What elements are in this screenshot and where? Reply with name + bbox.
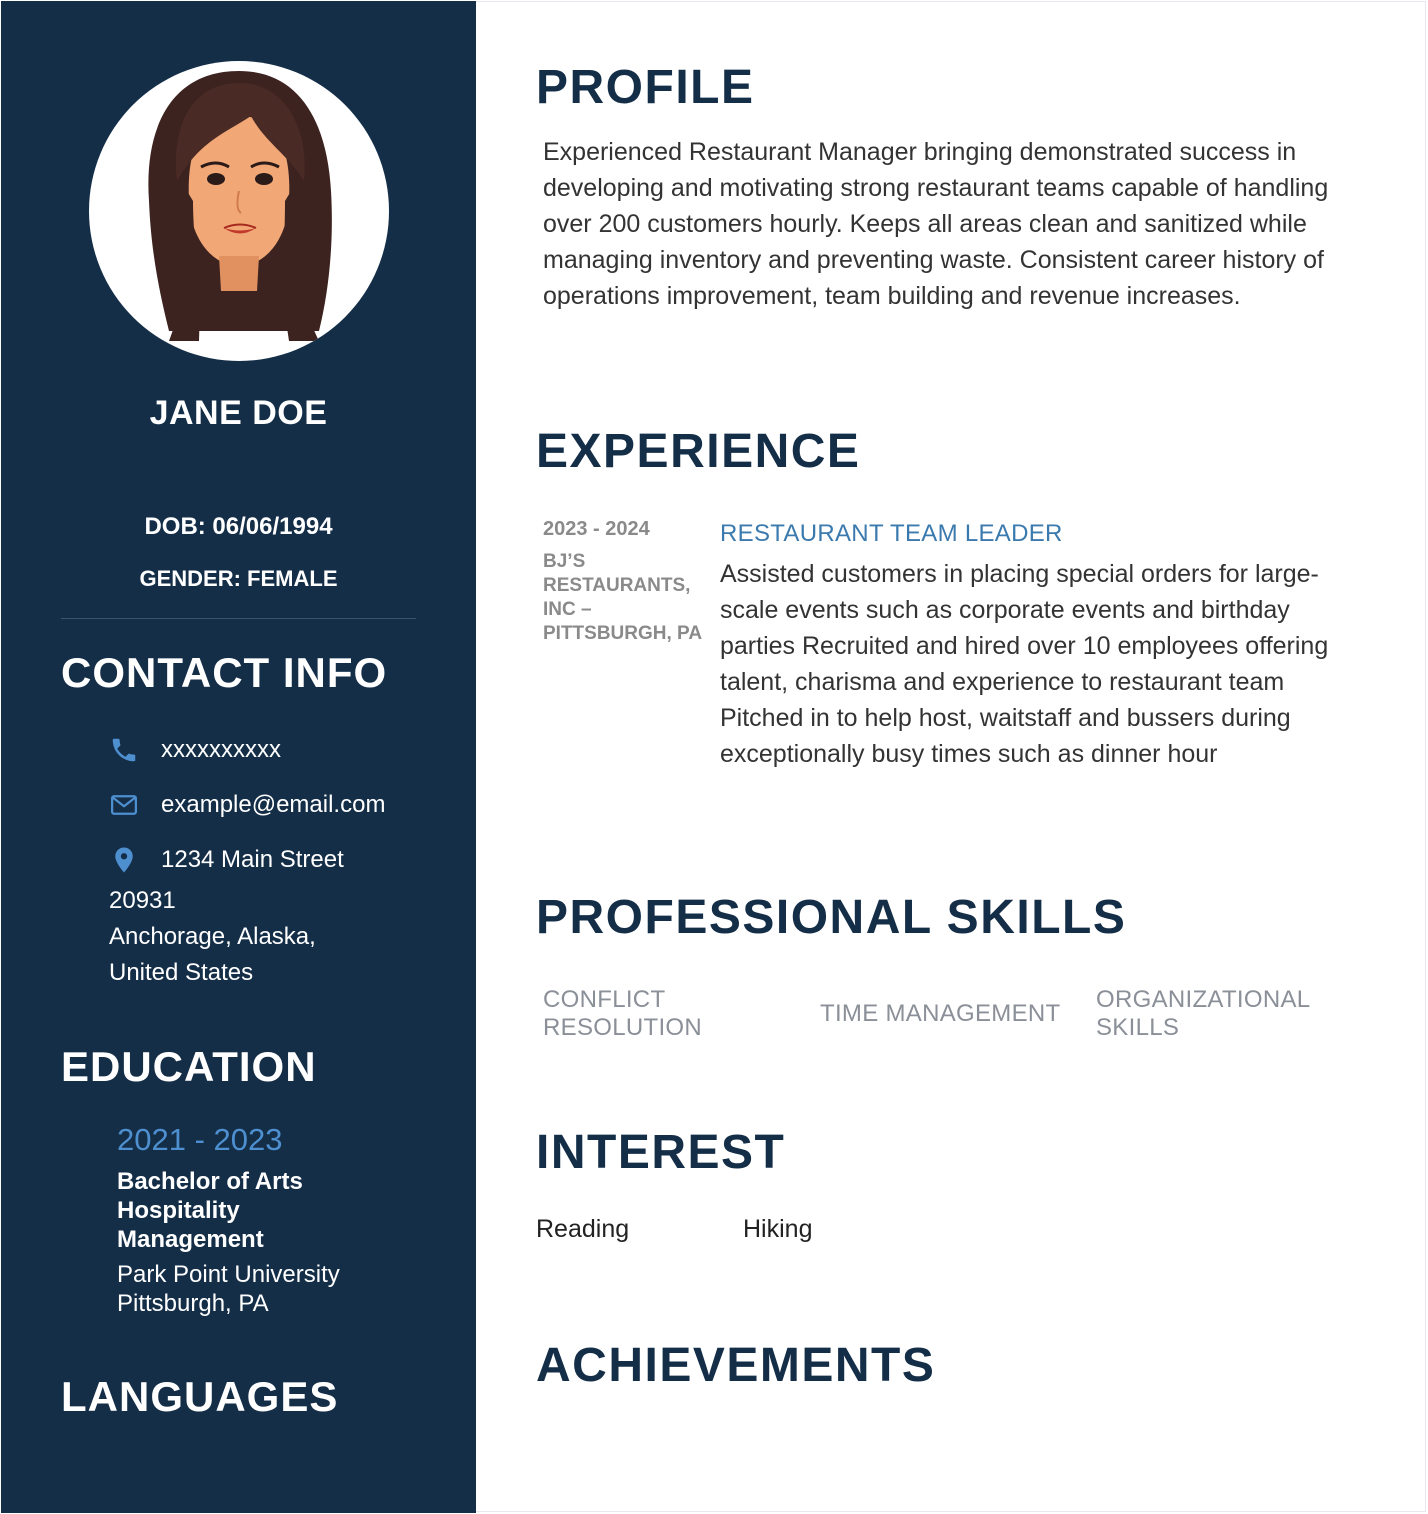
education-degree — [117, 1167, 417, 1254]
interest-heading: INTEREST — [536, 1126, 786, 1179]
profile-heading: PROFILE — [536, 61, 755, 114]
degree-line: Management — [117, 1226, 264, 1253]
phone-icon — [109, 735, 139, 765]
address-details — [109, 883, 316, 991]
job-title: RESTAURANT TEAM LEADER — [720, 520, 1063, 547]
map-pin-icon — [109, 845, 139, 875]
achievements-heading: ACHIEVEMENTS — [536, 1339, 936, 1392]
experience-heading: EXPERIENCE — [536, 425, 861, 478]
school-location: Pittsburgh, PA — [117, 1290, 269, 1317]
degree-line: Hospitality — [117, 1197, 240, 1224]
experience-dates: 2023 - 2024 — [543, 518, 650, 540]
candidate-name: JANE DOE — [149, 394, 328, 432]
profile-summary: Experienced Restaurant Manager bringing demonstrated success in developing and motivating strong restaurant teams capable of handling over 200 customers hourly. Keeps all areas clean and sanitized while managing inventory and preventing waste. Consistent career history of operations improvement, team building and revenue increases. — [543, 138, 1329, 310]
envelope-icon — [109, 790, 139, 820]
education-school — [117, 1260, 340, 1318]
email-row — [109, 790, 385, 820]
experience-company: BJ’S RESTAURANTS, INC – PITTSBURGH, PA — [543, 551, 703, 644]
address-zip: 20931 — [109, 887, 176, 914]
education-heading: EDUCATION — [61, 1043, 317, 1090]
sidebar — [1, 1, 476, 1513]
skill-item: ORGANIZATIONAL SKILLS — [1096, 986, 1310, 1041]
gender: GENDER: FEMALE — [139, 566, 338, 591]
job-description: Assisted customers in placing special orders for large-scale events such as corporate events and birthday parties Recruited and hired over 10 employees offering talent, charisma and experience to restaurant team Pitched in to help host, waitstaff and bussers during exceptionally busy times such as dinner hour — [720, 560, 1329, 768]
date-of-birth: DOB: 06/06/1994 — [144, 513, 333, 540]
skill-item: CONFLICT RESOLUTION — [543, 986, 703, 1041]
phone-number: xxxxxxxxxx — [161, 736, 281, 763]
sidebar-divider — [61, 618, 416, 619]
address-row — [109, 845, 344, 875]
skill-item: TIME MANAGEMENT — [820, 1000, 1061, 1027]
school-name: Park Point University — [117, 1261, 340, 1288]
phone-row — [109, 735, 281, 765]
address-country: United States — [109, 959, 254, 986]
education-years: 2021 - 2023 — [117, 1122, 283, 1157]
contact-info-heading: CONTACT INFO — [61, 649, 388, 696]
address-city: Anchorage, Alaska, — [109, 923, 316, 950]
email-address[interactable]: example@email.com — [161, 791, 386, 818]
interest-item: Hiking — [743, 1215, 813, 1243]
profile-photo — [89, 61, 389, 361]
degree-line: Bachelor of Arts — [117, 1168, 303, 1195]
interest-item: Reading — [536, 1215, 630, 1243]
languages-heading: LANGUAGES — [61, 1373, 339, 1420]
address-street: 1234 Main Street — [161, 846, 344, 873]
professional-skills-heading: PROFESSIONAL SKILLS — [536, 891, 1127, 944]
